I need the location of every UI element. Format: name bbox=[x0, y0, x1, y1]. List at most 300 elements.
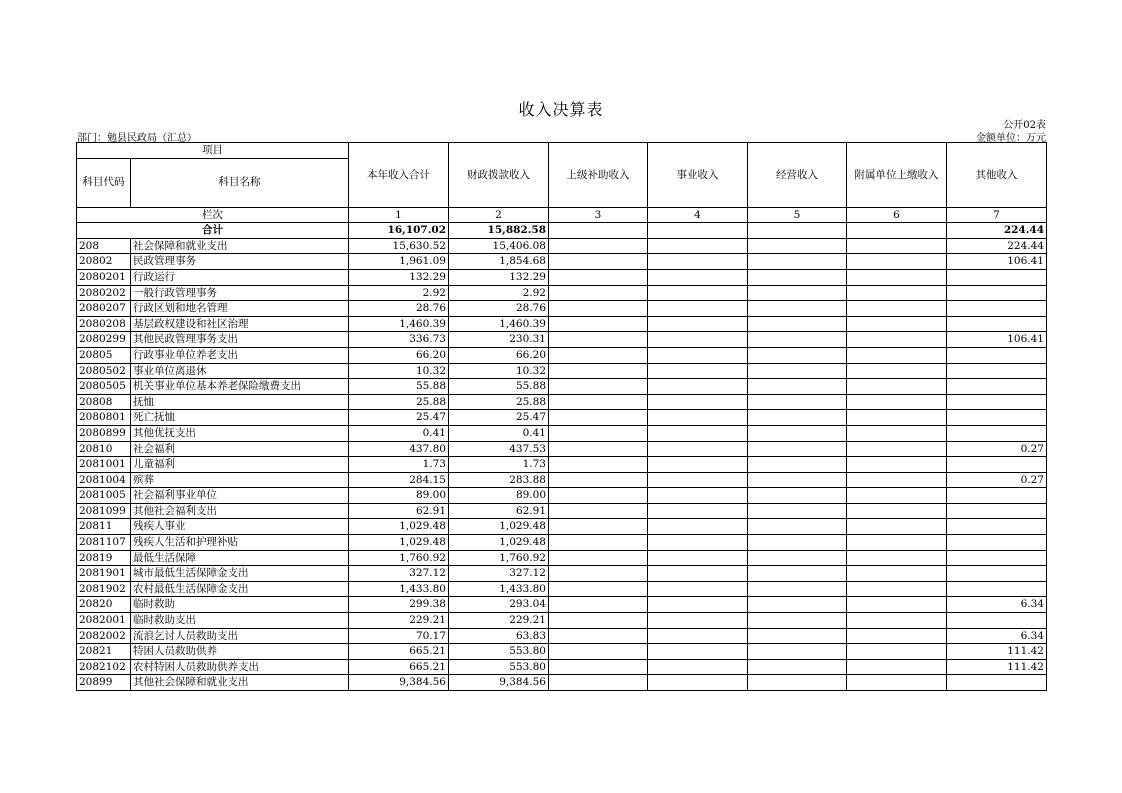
amount-cell: 336.73 bbox=[349, 332, 449, 348]
subject-code: 2081099 bbox=[77, 503, 131, 519]
amount-cell bbox=[847, 613, 947, 629]
amount-cell: 25.88 bbox=[449, 394, 549, 410]
amount-cell: 1,961.09 bbox=[349, 254, 449, 270]
subject-code: 2081005 bbox=[77, 488, 131, 504]
amount-cell bbox=[748, 238, 847, 254]
amount-cell bbox=[549, 519, 648, 535]
amount-cell: 6.34 bbox=[947, 597, 1047, 613]
table-row bbox=[77, 628, 1047, 644]
subject-code: 2080208 bbox=[77, 316, 131, 332]
amount-cell: 55.88 bbox=[449, 379, 549, 395]
subject-name: 城市最低生活保障金支出 bbox=[131, 566, 349, 582]
amount-cell bbox=[648, 379, 748, 395]
amount-cell bbox=[648, 519, 748, 535]
subject-name: 特困人员救助供养 bbox=[131, 644, 349, 660]
amount-cell: 284.15 bbox=[349, 472, 449, 488]
amount-cell: 327.12 bbox=[449, 566, 549, 582]
amount-cell bbox=[847, 425, 947, 441]
column-number: 6 bbox=[847, 207, 947, 223]
amount-cell bbox=[847, 566, 947, 582]
table-row bbox=[77, 644, 1047, 660]
amount-cell: 89.00 bbox=[349, 488, 449, 504]
amount-cell bbox=[549, 503, 648, 519]
subject-code: 2080201 bbox=[77, 269, 131, 285]
amount-cell bbox=[549, 332, 648, 348]
name-header: 科目名称 bbox=[131, 158, 349, 207]
subject-code: 20802 bbox=[77, 254, 131, 270]
subject-name: 死亡抚恤 bbox=[131, 410, 349, 426]
table-row bbox=[77, 379, 1047, 395]
amount-cell bbox=[847, 316, 947, 332]
table-row bbox=[77, 238, 1047, 254]
amount-cell: 229.21 bbox=[349, 613, 449, 629]
table-row bbox=[77, 425, 1047, 441]
amount-cell: 553.80 bbox=[449, 659, 549, 675]
total-value: 16,107.02 bbox=[349, 223, 449, 239]
column-number: 4 bbox=[648, 207, 748, 223]
amount-cell bbox=[549, 550, 648, 566]
amount-cell bbox=[549, 488, 648, 504]
amount-cell bbox=[549, 566, 648, 582]
amount-cell bbox=[947, 301, 1047, 317]
amount-cell bbox=[549, 675, 648, 691]
amount-cell: 9,384.56 bbox=[449, 675, 549, 691]
amount-cell bbox=[847, 269, 947, 285]
amount-cell: 111.42 bbox=[947, 659, 1047, 675]
column-header: 本年收入合计 bbox=[349, 143, 449, 208]
amount-cell: 62.91 bbox=[349, 503, 449, 519]
amount-cell bbox=[549, 410, 648, 426]
subject-name: 民政管理事务 bbox=[131, 254, 349, 270]
subject-name: 行政运行 bbox=[131, 269, 349, 285]
subject-code: 2080505 bbox=[77, 379, 131, 395]
amount-cell bbox=[847, 441, 947, 457]
column-number: 1 bbox=[349, 207, 449, 223]
amount-cell: 437.53 bbox=[449, 441, 549, 457]
table-row bbox=[77, 519, 1047, 535]
amount-cell: 0.27 bbox=[947, 472, 1047, 488]
amount-cell bbox=[847, 472, 947, 488]
item-header: 项目 bbox=[77, 143, 349, 159]
subject-code: 2080502 bbox=[77, 363, 131, 379]
column-header: 上级补助收入 bbox=[549, 143, 648, 208]
amount-cell bbox=[847, 488, 947, 504]
table-row bbox=[77, 566, 1047, 582]
subject-name: 社会福利事业单位 bbox=[131, 488, 349, 504]
amount-cell: 327.12 bbox=[349, 566, 449, 582]
amount-cell bbox=[748, 332, 847, 348]
amount-cell bbox=[648, 566, 748, 582]
amount-cell bbox=[947, 613, 1047, 629]
column-number: 2 bbox=[449, 207, 549, 223]
amount-cell bbox=[648, 581, 748, 597]
subject-code: 20899 bbox=[77, 675, 131, 691]
code-header: 科目代码 bbox=[77, 158, 131, 207]
amount-cell bbox=[549, 363, 648, 379]
amount-cell: 70.17 bbox=[349, 628, 449, 644]
amount-cell bbox=[947, 566, 1047, 582]
subject-name: 一般行政管理事务 bbox=[131, 285, 349, 301]
table-row bbox=[77, 457, 1047, 473]
amount-cell bbox=[748, 581, 847, 597]
amount-cell: 224.44 bbox=[947, 238, 1047, 254]
subject-code: 20808 bbox=[77, 394, 131, 410]
amount-cell bbox=[648, 410, 748, 426]
table-row bbox=[77, 550, 1047, 566]
subject-code: 2081107 bbox=[77, 535, 131, 551]
amount-cell bbox=[748, 316, 847, 332]
amount-cell bbox=[847, 628, 947, 644]
amount-cell bbox=[847, 301, 947, 317]
amount-cell: 1,760.92 bbox=[449, 550, 549, 566]
table-row bbox=[77, 488, 1047, 504]
column-index-label: 栏次 bbox=[77, 207, 349, 223]
subject-name: 农村特困人员救助供养支出 bbox=[131, 659, 349, 675]
amount-cell bbox=[748, 254, 847, 270]
amount-cell bbox=[748, 613, 847, 629]
amount-cell: 10.32 bbox=[349, 363, 449, 379]
amount-cell: 28.76 bbox=[349, 301, 449, 317]
subject-name: 行政区划和地名管理 bbox=[131, 301, 349, 317]
subject-name: 事业单位离退休 bbox=[131, 363, 349, 379]
amount-cell bbox=[847, 410, 947, 426]
subject-code: 20821 bbox=[77, 644, 131, 660]
amount-cell: 106.41 bbox=[947, 332, 1047, 348]
subject-code: 2082001 bbox=[77, 613, 131, 629]
subject-name: 社会保障和就业支出 bbox=[131, 238, 349, 254]
subject-name: 机关事业单位基本养老保险缴费支出 bbox=[131, 379, 349, 395]
column-header: 经营收入 bbox=[748, 143, 847, 208]
subject-name: 农村最低生活保障金支出 bbox=[131, 581, 349, 597]
amount-cell bbox=[648, 457, 748, 473]
amount-cell bbox=[947, 488, 1047, 504]
amount-cell bbox=[748, 550, 847, 566]
amount-cell bbox=[947, 457, 1047, 473]
amount-cell bbox=[648, 675, 748, 691]
amount-cell: 0.27 bbox=[947, 441, 1047, 457]
amount-cell bbox=[847, 332, 947, 348]
subject-code: 2081901 bbox=[77, 566, 131, 582]
subject-code: 2080801 bbox=[77, 410, 131, 426]
amount-cell bbox=[549, 425, 648, 441]
amount-cell bbox=[847, 581, 947, 597]
amount-cell bbox=[847, 597, 947, 613]
amount-cell: 28.76 bbox=[449, 301, 549, 317]
amount-unit-label: 金额单位：万元 bbox=[976, 133, 1046, 144]
amount-cell bbox=[947, 675, 1047, 691]
amount-cell: 665.21 bbox=[349, 659, 449, 675]
amount-cell: 0.41 bbox=[349, 425, 449, 441]
amount-cell: 299.38 bbox=[349, 597, 449, 613]
subject-name: 殡葬 bbox=[131, 472, 349, 488]
amount-cell bbox=[748, 363, 847, 379]
amount-cell: 1,029.48 bbox=[449, 535, 549, 551]
amount-cell bbox=[549, 316, 648, 332]
table-row bbox=[77, 597, 1047, 613]
subject-name: 其他民政管理事务支出 bbox=[131, 332, 349, 348]
subject-code: 2082002 bbox=[77, 628, 131, 644]
subject-name: 临时救助支出 bbox=[131, 613, 349, 629]
amount-cell bbox=[748, 644, 847, 660]
amount-cell bbox=[847, 238, 947, 254]
total-value: 224.44 bbox=[947, 223, 1047, 239]
subject-name: 社会福利 bbox=[131, 441, 349, 457]
column-number: 5 bbox=[748, 207, 847, 223]
amount-cell: 1,433.80 bbox=[449, 581, 549, 597]
amount-cell bbox=[748, 659, 847, 675]
amount-cell bbox=[847, 285, 947, 301]
amount-cell bbox=[847, 644, 947, 660]
amount-cell bbox=[847, 535, 947, 551]
amount-cell: 10.32 bbox=[449, 363, 549, 379]
amount-cell bbox=[549, 394, 648, 410]
amount-cell bbox=[549, 238, 648, 254]
amount-cell bbox=[847, 457, 947, 473]
table-row bbox=[77, 347, 1047, 363]
amount-cell: 2.92 bbox=[449, 285, 549, 301]
amount-cell bbox=[947, 581, 1047, 597]
amount-cell: 6.34 bbox=[947, 628, 1047, 644]
subject-name: 行政事业单位养老支出 bbox=[131, 347, 349, 363]
column-number: 3 bbox=[549, 207, 648, 223]
table-row bbox=[77, 269, 1047, 285]
amount-cell bbox=[748, 519, 847, 535]
amount-cell bbox=[648, 394, 748, 410]
subject-name: 残疾人事业 bbox=[131, 519, 349, 535]
amount-cell bbox=[748, 566, 847, 582]
amount-cell: 25.88 bbox=[349, 394, 449, 410]
amount-cell bbox=[549, 628, 648, 644]
amount-cell bbox=[748, 269, 847, 285]
amount-cell bbox=[748, 285, 847, 301]
amount-cell bbox=[748, 457, 847, 473]
total-value bbox=[847, 223, 947, 239]
table-row bbox=[77, 581, 1047, 597]
table-row bbox=[77, 394, 1047, 410]
table-row bbox=[77, 441, 1047, 457]
amount-cell: 229.21 bbox=[449, 613, 549, 629]
amount-cell: 293.04 bbox=[449, 597, 549, 613]
amount-cell bbox=[549, 441, 648, 457]
amount-cell bbox=[947, 425, 1047, 441]
subject-code: 2080299 bbox=[77, 332, 131, 348]
amount-cell: 283.88 bbox=[449, 472, 549, 488]
table-row bbox=[77, 613, 1047, 629]
subject-code: 2080207 bbox=[77, 301, 131, 317]
amount-cell: 1.73 bbox=[349, 457, 449, 473]
amount-cell bbox=[549, 581, 648, 597]
amount-cell: 111.42 bbox=[947, 644, 1047, 660]
total-value bbox=[748, 223, 847, 239]
form-number: 公开02表 bbox=[1003, 120, 1046, 131]
subject-code: 20811 bbox=[77, 519, 131, 535]
amount-cell bbox=[549, 535, 648, 551]
column-header: 财政拨款收入 bbox=[449, 143, 549, 208]
amount-cell: 106.41 bbox=[947, 254, 1047, 270]
amount-cell bbox=[549, 613, 648, 629]
amount-cell bbox=[648, 269, 748, 285]
amount-cell: 1,029.48 bbox=[349, 519, 449, 535]
amount-cell: 25.47 bbox=[449, 410, 549, 426]
table-row bbox=[77, 503, 1047, 519]
subject-code: 2082102 bbox=[77, 659, 131, 675]
amount-cell: 1,460.39 bbox=[349, 316, 449, 332]
total-value bbox=[648, 223, 748, 239]
amount-cell bbox=[847, 254, 947, 270]
amount-cell bbox=[748, 347, 847, 363]
subject-code: 20810 bbox=[77, 441, 131, 457]
amount-cell bbox=[648, 659, 748, 675]
amount-cell bbox=[947, 363, 1047, 379]
amount-cell bbox=[748, 410, 847, 426]
amount-cell: 1.73 bbox=[449, 457, 549, 473]
subject-name: 其他社会保障和就业支出 bbox=[131, 675, 349, 691]
page-title: 收入决算表 bbox=[518, 100, 604, 119]
amount-cell: 230.31 bbox=[449, 332, 549, 348]
amount-cell: 1,460.39 bbox=[449, 316, 549, 332]
amount-cell bbox=[648, 425, 748, 441]
amount-cell bbox=[947, 394, 1047, 410]
amount-cell: 0.41 bbox=[449, 425, 549, 441]
amount-cell bbox=[549, 472, 648, 488]
amount-cell bbox=[748, 675, 847, 691]
amount-cell: 132.29 bbox=[449, 269, 549, 285]
amount-cell bbox=[748, 301, 847, 317]
table-row bbox=[77, 332, 1047, 348]
table-row bbox=[77, 254, 1047, 270]
total-label: 合计 bbox=[77, 223, 349, 239]
amount-cell: 553.80 bbox=[449, 644, 549, 660]
amount-cell bbox=[549, 269, 648, 285]
subject-code: 2081902 bbox=[77, 581, 131, 597]
amount-cell bbox=[648, 472, 748, 488]
amount-cell bbox=[648, 628, 748, 644]
subject-code: 2080899 bbox=[77, 425, 131, 441]
total-value bbox=[549, 223, 648, 239]
subject-name: 其他优抚支出 bbox=[131, 425, 349, 441]
amount-cell bbox=[748, 394, 847, 410]
amount-cell bbox=[748, 535, 847, 551]
amount-cell bbox=[748, 425, 847, 441]
amount-cell bbox=[549, 285, 648, 301]
table-row bbox=[77, 659, 1047, 675]
table-row bbox=[77, 285, 1047, 301]
amount-cell bbox=[648, 441, 748, 457]
amount-cell bbox=[847, 550, 947, 566]
amount-cell bbox=[847, 675, 947, 691]
amount-cell bbox=[648, 332, 748, 348]
income-statement-table bbox=[76, 142, 1047, 691]
amount-cell bbox=[748, 597, 847, 613]
table-row bbox=[77, 363, 1047, 379]
amount-cell bbox=[748, 472, 847, 488]
amount-cell: 2.92 bbox=[349, 285, 449, 301]
amount-cell: 15,406.08 bbox=[449, 238, 549, 254]
table-row bbox=[77, 472, 1047, 488]
amount-cell bbox=[549, 659, 648, 675]
amount-cell bbox=[648, 613, 748, 629]
table-row bbox=[77, 535, 1047, 551]
amount-cell bbox=[947, 410, 1047, 426]
subject-code: 208 bbox=[77, 238, 131, 254]
amount-cell bbox=[648, 550, 748, 566]
amount-cell bbox=[748, 503, 847, 519]
amount-cell bbox=[549, 301, 648, 317]
amount-cell: 1,433.80 bbox=[349, 581, 449, 597]
amount-cell bbox=[947, 379, 1047, 395]
amount-cell bbox=[847, 503, 947, 519]
amount-cell bbox=[648, 535, 748, 551]
subject-code: 20820 bbox=[77, 597, 131, 613]
table-row bbox=[77, 316, 1047, 332]
amount-cell bbox=[847, 363, 947, 379]
amount-cell bbox=[648, 488, 748, 504]
column-header: 附属单位上缴收入 bbox=[847, 143, 947, 208]
amount-cell: 66.20 bbox=[349, 347, 449, 363]
amount-cell bbox=[648, 285, 748, 301]
amount-cell bbox=[549, 379, 648, 395]
subject-name: 临时救助 bbox=[131, 597, 349, 613]
subject-name: 抚恤 bbox=[131, 394, 349, 410]
amount-cell: 66.20 bbox=[449, 347, 549, 363]
total-row bbox=[77, 223, 1047, 239]
amount-cell bbox=[748, 441, 847, 457]
amount-cell: 1,029.48 bbox=[449, 519, 549, 535]
column-header: 事业收入 bbox=[648, 143, 748, 208]
amount-cell: 1,854.68 bbox=[449, 254, 549, 270]
amount-cell: 9,384.56 bbox=[349, 675, 449, 691]
subject-code: 20805 bbox=[77, 347, 131, 363]
amount-cell bbox=[748, 628, 847, 644]
column-number: 7 bbox=[947, 207, 1047, 223]
amount-cell: 665.21 bbox=[349, 644, 449, 660]
amount-cell bbox=[648, 301, 748, 317]
subject-name: 儿童福利 bbox=[131, 457, 349, 473]
amount-cell bbox=[947, 269, 1047, 285]
amount-cell bbox=[847, 519, 947, 535]
amount-cell bbox=[947, 519, 1047, 535]
amount-cell bbox=[847, 394, 947, 410]
amount-cell bbox=[847, 379, 947, 395]
total-value: 15,882.58 bbox=[449, 223, 549, 239]
amount-cell: 132.29 bbox=[349, 269, 449, 285]
amount-cell bbox=[549, 347, 648, 363]
amount-cell bbox=[549, 254, 648, 270]
amount-cell bbox=[648, 316, 748, 332]
amount-cell bbox=[648, 363, 748, 379]
table-row bbox=[77, 301, 1047, 317]
amount-cell bbox=[549, 457, 648, 473]
subject-name: 基层政权建设和社区治理 bbox=[131, 316, 349, 332]
amount-cell: 89.00 bbox=[449, 488, 549, 504]
amount-cell bbox=[748, 379, 847, 395]
column-header: 其他收入 bbox=[947, 143, 1047, 208]
subject-code: 2080202 bbox=[77, 285, 131, 301]
amount-cell bbox=[549, 597, 648, 613]
subject-name: 残疾人生活和护理补贴 bbox=[131, 535, 349, 551]
amount-cell: 437.80 bbox=[349, 441, 449, 457]
amount-cell: 62.91 bbox=[449, 503, 549, 519]
amount-cell: 25.47 bbox=[349, 410, 449, 426]
amount-cell: 15,630.52 bbox=[349, 238, 449, 254]
amount-cell bbox=[847, 659, 947, 675]
table-row bbox=[77, 675, 1047, 691]
amount-cell: 1,760.92 bbox=[349, 550, 449, 566]
amount-cell bbox=[947, 503, 1047, 519]
amount-cell bbox=[549, 644, 648, 660]
subject-code: 2081001 bbox=[77, 457, 131, 473]
amount-cell bbox=[947, 347, 1047, 363]
